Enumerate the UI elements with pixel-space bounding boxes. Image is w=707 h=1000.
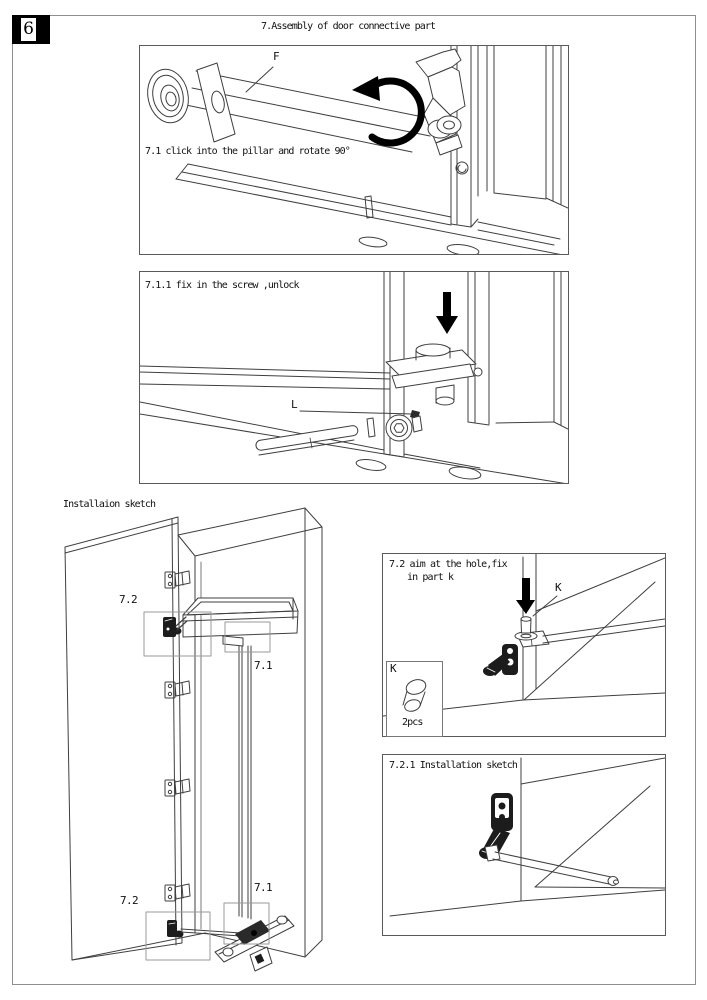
part-f-leader (246, 67, 273, 92)
wall-corner (390, 758, 665, 916)
step-7-1-caption: 7.1 click into the pillar and rotate 90° (145, 146, 350, 157)
panel-step-7-2 (382, 553, 666, 737)
installation-sketch-caption: Installaion sketch (63, 499, 156, 510)
cabinet-side-wall (496, 272, 568, 429)
part-f-rod (143, 63, 433, 152)
part-l-leader (300, 411, 412, 414)
down-arrow-icon (436, 292, 458, 334)
step-7-1-1-drawing (140, 272, 568, 483)
label-7-1-upper: 7.1 (254, 659, 273, 672)
screw-l (386, 415, 422, 441)
step-7-2-caption-line2: in part k (407, 572, 454, 583)
inset-quantity: 2pcs (402, 717, 423, 728)
down-arrow-icon (516, 578, 535, 614)
cabinet-drawing (55, 505, 375, 980)
page-number: 6 (21, 18, 36, 41)
inset-part-label-k: K (390, 662, 397, 675)
pin-part-k (515, 617, 537, 640)
connecting-rod (485, 845, 619, 886)
label-7-2-upper: 7.2 (119, 593, 138, 606)
pillar-rods (239, 646, 251, 919)
page-title: 7.Assembly of door connective part (261, 21, 436, 32)
panel-step-7-1 (139, 45, 569, 255)
part-label-k: K (555, 581, 562, 594)
label-7-1-lower: 7.1 (254, 881, 273, 894)
step-7-2-1-caption: 7.2.1 Installation sketch (389, 760, 518, 771)
cabinet-side-wall (494, 46, 568, 208)
connecting-rod (140, 366, 390, 389)
connecting-rod (517, 619, 665, 647)
part-label-f: F (273, 50, 280, 63)
step-7-1-1-caption: 7.1.1 fix in the screw ,unlock (145, 280, 299, 291)
installation-sketch (55, 505, 375, 980)
base-plate (176, 164, 568, 254)
base-plate (140, 402, 568, 483)
part-k-inset (386, 661, 443, 737)
part-label-l: L (291, 398, 298, 411)
page-number-box (12, 15, 50, 44)
label-7-2-lower: 7.2 (120, 894, 139, 907)
step-7-2-1-drawing (383, 755, 665, 935)
part-k-leader (533, 596, 557, 616)
panel-step-7-1-1 (139, 271, 569, 484)
door-bracket (483, 644, 518, 676)
step-7-2-caption-line1: 7.2 aim at the hole,fix (389, 559, 507, 570)
panel-step-7-2-1 (382, 754, 666, 936)
